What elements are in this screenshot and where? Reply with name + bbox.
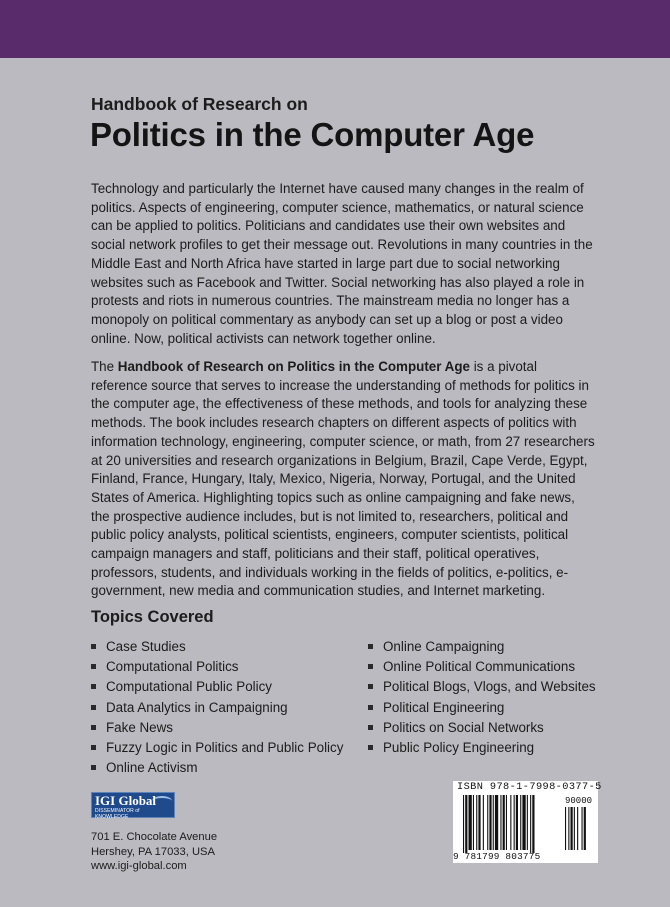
barcode-bar <box>565 807 566 850</box>
barcode-bar <box>489 795 491 850</box>
barcode-bar <box>503 795 505 850</box>
topic-item <box>91 677 371 697</box>
bullet-icon <box>368 644 373 649</box>
topic-item <box>368 738 628 758</box>
topic-item <box>91 698 371 718</box>
barcode-bar <box>495 795 498 850</box>
paragraph-2-body: is a pivotal reference source that serves to increase the understanding of methods for politics in the computer age, the effectiveness of these methods, and tools for analyzing these methods. The book includes research chapters on different aspects of politics with information technology, engineering, computer science, or math, from 27 researchers at 20 universities and research organizations in Belgium, Brazil, Cape Verde, Egypt, Finland, France, Hungary, Italy, Mexico, Nigeria, Norway, Portugal, and the United States of America. Highlighting topics such as online campaigning and fake news, the prospective audience includes, but is not limited to, researchers, political and public policy analysts, political scientists, engineers, computer scientists, political campaign managers and staff, politicians and their staff, political operatives, professors, students, and individuals working in the fields of politics, e-politics, e-government, new media and communication studies, and Internet marketing. <box>91 359 595 599</box>
barcode-bar <box>465 795 467 853</box>
topic-label: Political Engineering <box>383 699 505 715</box>
igi-global-logo <box>91 792 175 818</box>
bullet-icon <box>91 684 96 689</box>
barcode-bar <box>510 795 511 850</box>
barcode-bar <box>506 795 507 850</box>
barcode-bar <box>568 807 569 850</box>
barcode-bar <box>463 795 464 853</box>
topic-item <box>368 718 628 738</box>
bullet-icon <box>368 684 373 689</box>
top-color-band <box>0 0 670 58</box>
logo-tagline: DISSEMINATOR of KNOWLEDGE <box>95 808 140 820</box>
barcode-bar <box>516 795 518 850</box>
barcode-bar <box>478 795 480 850</box>
paragraph-2-book-title: Handbook of Research on Politics in the Computer Age <box>117 359 470 374</box>
topic-item <box>368 698 628 718</box>
topic-item <box>91 637 371 657</box>
topic-item <box>368 677 628 697</box>
publisher-address <box>91 830 217 874</box>
barcode-bar <box>473 795 474 850</box>
topic-label: Online Activism <box>106 760 198 776</box>
barcode-bar <box>574 807 575 850</box>
barcode-bar <box>487 795 488 850</box>
barcode-bar <box>469 795 472 850</box>
topic-label: Data Analytics in Campaigning <box>106 699 288 715</box>
barcode-bar <box>532 795 534 853</box>
topics-list-right <box>368 637 628 758</box>
bullet-icon <box>368 745 373 750</box>
barcode-bar <box>493 795 494 850</box>
topic-label: Public Policy Engineering <box>383 740 535 756</box>
topics-heading: Topics Covered <box>91 608 214 626</box>
topic-label: Fake News <box>106 719 173 735</box>
bullet-icon <box>91 745 96 750</box>
book-title: Politics in the Computer Age <box>90 116 535 153</box>
topic-item <box>91 758 371 778</box>
paragraph-2-lead: The <box>91 359 118 374</box>
logo-name: IGI Global <box>95 793 157 808</box>
barcode-number: 9 781799 803775 <box>453 851 541 862</box>
barcode-bar <box>520 795 521 850</box>
topic-label: Political Blogs, Vlogs, and Websites <box>383 679 596 695</box>
bullet-icon <box>91 725 96 730</box>
topic-label: Online Campaigning <box>383 639 505 654</box>
bullet-icon <box>91 705 96 710</box>
barcode-bar <box>476 795 477 850</box>
barcode-bar <box>577 807 578 850</box>
barcode-bar <box>530 795 531 853</box>
bullet-icon <box>91 644 96 649</box>
topic-item <box>368 657 628 677</box>
barcode-bar <box>522 795 525 850</box>
topic-item <box>91 657 371 677</box>
topics-list-left <box>91 637 371 778</box>
publisher-block <box>91 792 217 874</box>
topic-label: Online Political Communications <box>383 659 576 675</box>
book-subtitle: Handbook of Research on <box>91 94 308 114</box>
barcode-bar <box>582 807 583 850</box>
bullet-icon <box>368 664 373 669</box>
address-line-1: 701 E. Chocolate Avenue <box>91 831 218 843</box>
description-paragraph-1: Technology and particularly the Internet have caused many changes in the realm of politics. Aspects of engineering, computer science, mathematics, or natural science can be applied to politics. Politicians and candidates use their own websites and social network profiles to get their message out. Revolutions in many countries in the Middle East and North Africa have started in large part due to social networking websites such as Facebook and Twitter. Social networking has also played a role in protests and riots in numerous countries. The mainstream media no longer has a monopoly on political commentary as anybody can set up a blog or post a video online. Now, political activists can network together online. <box>91 181 593 346</box>
isbn-label: ISBN 978-1-7998-0377-5 <box>457 781 602 793</box>
isbn-barcode <box>453 781 602 863</box>
back-cover-content <box>90 94 596 776</box>
bullet-icon <box>368 705 373 710</box>
topic-label: Fuzzy Logic in Politics and Public Policy <box>106 740 344 756</box>
address-line-2: Hershey, PA 17033, USA <box>91 845 215 858</box>
topic-item <box>368 637 628 657</box>
barcode-bar <box>500 795 501 850</box>
bullet-icon <box>91 765 96 770</box>
description-paragraph-2 <box>91 358 595 601</box>
topic-label: Case Studies <box>106 639 186 654</box>
barcode-bar <box>584 807 586 850</box>
barcode-bar <box>571 807 573 850</box>
topic-item <box>91 738 371 758</box>
bullet-icon <box>368 725 373 730</box>
barcode-bar <box>483 795 484 850</box>
barcode-bar <box>527 795 528 850</box>
barcode-bar <box>514 795 515 850</box>
topic-label: Politics on Social Networks <box>383 719 544 735</box>
bullet-icon <box>91 664 96 669</box>
publisher-website: www.igi-global.com <box>91 860 187 872</box>
topic-item <box>91 718 371 738</box>
price-code: 90000 <box>565 796 593 806</box>
topic-label: Computational Public Policy <box>106 679 272 695</box>
topic-label: Computational Politics <box>106 659 239 675</box>
